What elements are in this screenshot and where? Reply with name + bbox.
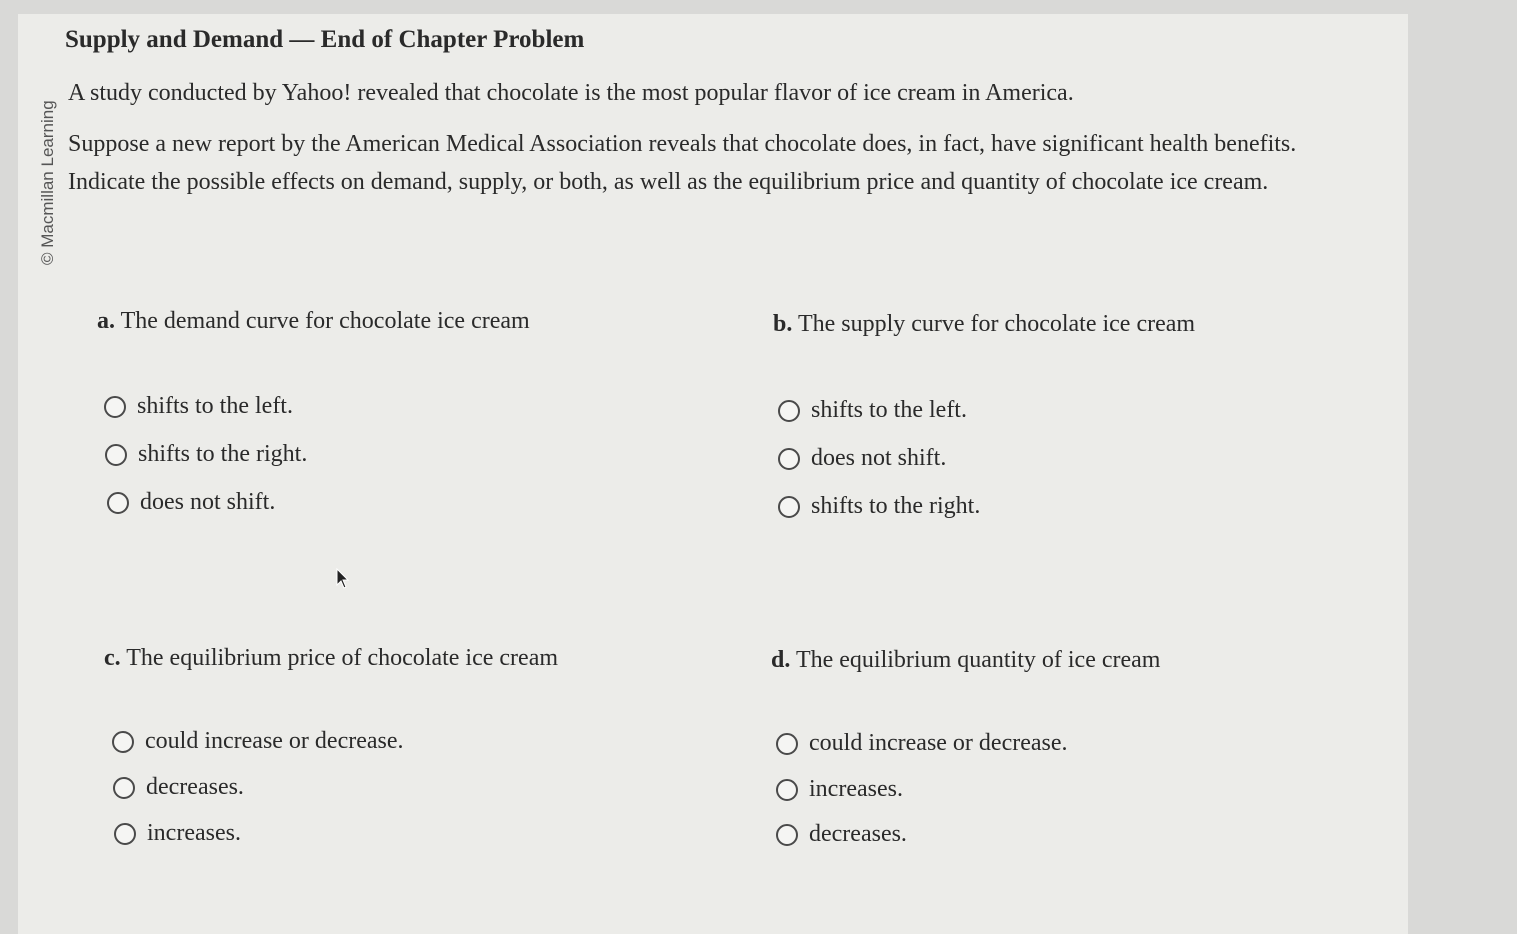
question-c-option-3[interactable]	[114, 820, 241, 847]
radio-button[interactable]	[776, 779, 798, 801]
radio-button[interactable]	[112, 731, 134, 753]
question-d-letter: d.	[771, 647, 791, 673]
option-label: shifts to the left.	[811, 397, 967, 423]
option-label: increases.	[147, 820, 241, 846]
question-b-option-3[interactable]	[778, 493, 980, 520]
question-d-option-1[interactable]	[776, 730, 1068, 757]
intro-paragraph-2: Suppose a new report by the American Medical Association reveals that chocolate does, in fact, have significant health benefits.	[68, 131, 1297, 157]
option-label: does not shift.	[140, 489, 276, 515]
option-label: could increase or decrease.	[809, 730, 1068, 756]
intro-paragraph-3: Indicate the possible effects on demand, supply, or both, as well as the equilibrium price and quantity of chocolate ice cream.	[68, 169, 1269, 195]
question-a-letter: a.	[97, 308, 115, 334]
option-label: does not shift.	[811, 445, 947, 471]
question-b-text: The supply curve for chocolate ice cream	[797, 311, 1196, 337]
question-a-label	[97, 308, 530, 335]
question-a-option-2[interactable]	[105, 441, 307, 468]
question-d-option-2[interactable]	[776, 776, 903, 803]
question-d-option-3[interactable]	[776, 821, 907, 848]
question-a-option-3[interactable]	[107, 489, 275, 516]
question-a-option-1[interactable]	[104, 393, 293, 420]
question-b-option-2[interactable]	[778, 445, 946, 472]
radio-button[interactable]	[105, 444, 127, 466]
radio-button[interactable]	[104, 396, 126, 418]
radio-button[interactable]	[776, 733, 798, 755]
option-label: increases.	[809, 776, 903, 802]
radio-button[interactable]	[114, 823, 136, 845]
question-d-label	[771, 647, 1160, 674]
radio-button[interactable]	[778, 400, 800, 422]
question-c-label	[104, 645, 558, 672]
question-b-letter: b.	[773, 311, 793, 337]
option-label: decreases.	[809, 821, 907, 847]
option-label: shifts to the right.	[138, 441, 308, 467]
radio-button[interactable]	[778, 448, 800, 470]
question-b-option-1[interactable]	[778, 397, 967, 424]
intro-paragraph-1: A study conducted by Yahoo! revealed that chocolate is the most popular flavor of ice cream in America.	[68, 80, 1074, 106]
radio-button[interactable]	[113, 777, 135, 799]
radio-button[interactable]	[107, 492, 129, 514]
question-a-text: The demand curve for chocolate ice cream	[120, 308, 530, 334]
copyright-watermark: © Macmillan Learning	[38, 100, 57, 265]
question-b-label	[773, 311, 1195, 338]
option-label: could increase or decrease.	[145, 728, 404, 754]
option-label: shifts to the right.	[811, 493, 981, 519]
radio-button[interactable]	[778, 496, 800, 518]
question-c-option-2[interactable]	[113, 774, 244, 801]
question-c-text: The equilibrium price of chocolate ice cream	[126, 645, 559, 671]
mouse-pointer-icon	[336, 568, 350, 590]
page-title: Supply and Demand — End of Chapter Problem	[65, 26, 585, 53]
option-label: shifts to the left.	[137, 393, 293, 419]
radio-button[interactable]	[776, 824, 798, 846]
question-c-letter: c.	[104, 645, 121, 671]
question-c-option-1[interactable]	[112, 728, 404, 755]
question-d-text: The equilibrium quantity of ice cream	[795, 647, 1161, 673]
option-label: decreases.	[146, 774, 244, 800]
